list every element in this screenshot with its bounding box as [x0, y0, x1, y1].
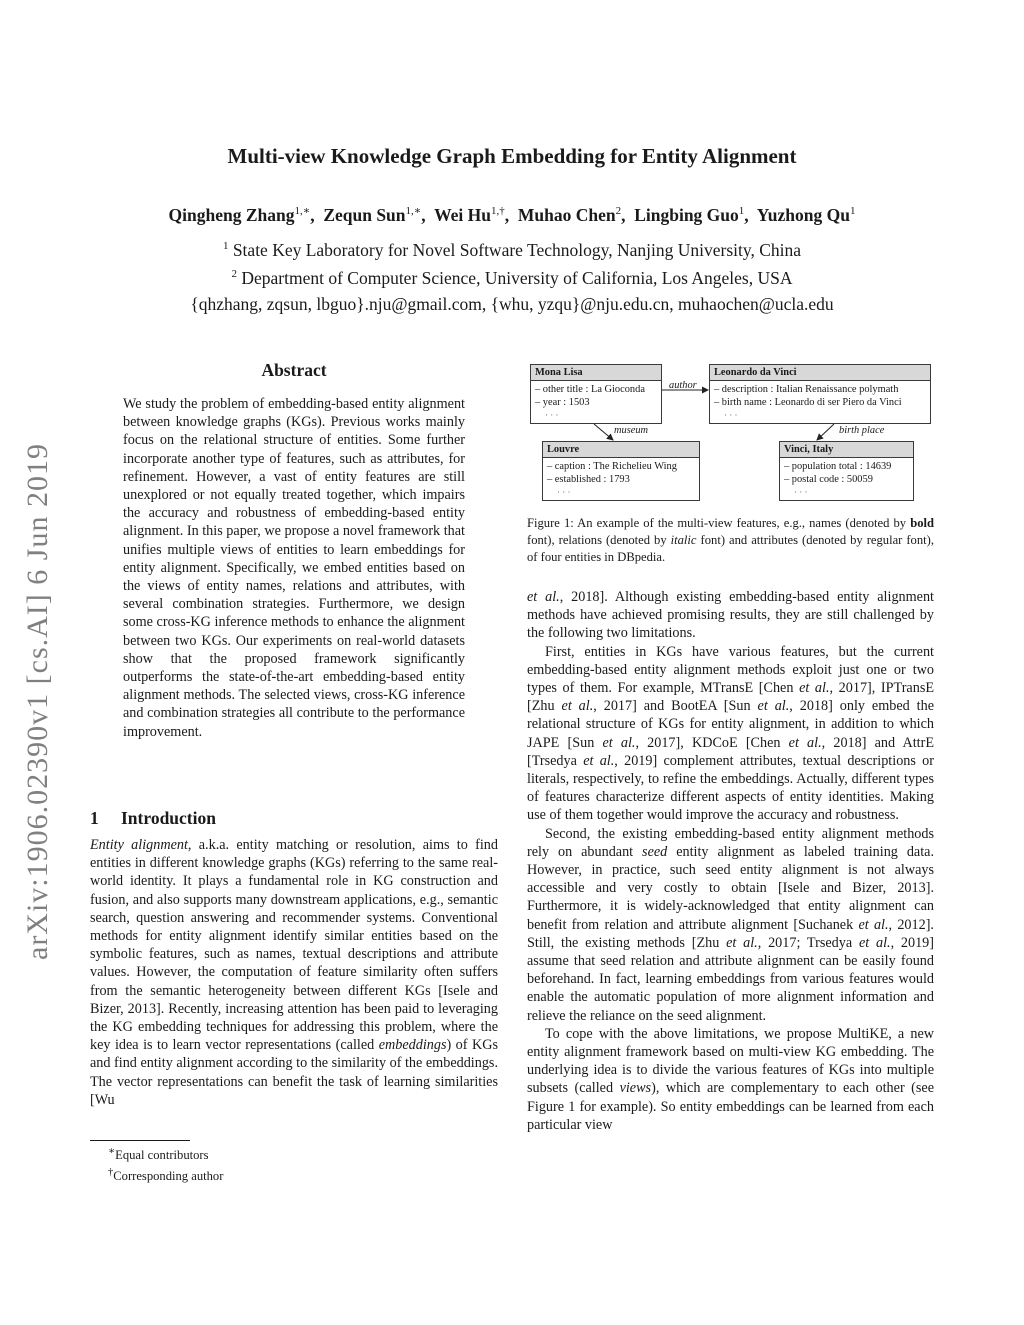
italic-run: et al.: [858, 916, 889, 933]
italic-run: et al.: [799, 680, 830, 697]
italic-run: et al.: [788, 734, 822, 751]
author: Zequn Sun$^{1,∗}$: [323, 204, 422, 225]
right-column-text: [527, 588, 934, 1134]
italic-run: et al.: [583, 752, 615, 769]
paragraph: [527, 825, 934, 1025]
figure-1-caption: Figure 1: An example of the multi-view features, e.g., names (denoted by bold font), relations (denoted by italic font) and attributes (denoted by regular font), of four entities in DBpedia.: [527, 516, 934, 564]
author-list: Qingheng Zhang$^{1,∗}$, Zequn Sun$^{1,∗}$, Wei $Hu^{1,\dagger}$, Muhao Chen$^2$, Lingbing Guo$^1$, Yuzhong Qu$^1$: [168, 204, 856, 225]
italic-run: et al.: [757, 698, 790, 715]
text-run: , 2017], KDCoE [Chen: [635, 734, 789, 751]
text-run: Second, the existing embedding-based entity alignment methods rely on abundant: [527, 825, 934, 860]
entity-box-mona-lisa: Mona Lisa – other title : La Gioconda – year : 1503 · · ·: [530, 364, 662, 424]
footnotes: [108, 1143, 223, 1185]
text-run: , 2019] assume that seed relation and attribute alignment can be easily found beforehand. In fact, learning embeddings from various features would enable the automatic population of more alignment information and relieve the reliance on the seed alignment.: [527, 934, 935, 1024]
italic-run: et al.: [602, 734, 636, 751]
section-heading-introduction: 1 Introduction: [90, 808, 216, 828]
introduction-text: Entity alignment, a.k.a. entity matching or resolution, aims to find entities in different knowledge graphs (KGs) referring to the same real-world identity. It plays a fundamental role in KG construction and fusion, and also supports many downstream applications, e.g., semantic search, question answering and recommender systems. Conventional methods for entity alignment identify similar entities based on the symbolic features, such as names, textual descriptions and attribute values. However, the computation of feature similarity often suffers from the semantic heterogeneity between different KGs [Isele and Bizer, 2013]. Recently, increasing attention has been paid to leveraging the KG embedding techniques for addressing this problem, where the key idea is to learn vector representations (called embeddings) of KGs and find entity alignment according to the similarity of the embeddings. The vector representations can benefit the task of learning similarities [Wu: [90, 837, 498, 1108]
text-run: First, entities in KGs have various features, but the current embedding-based entity alignment methods exploit just one or two types of them. For example, MTransE [Chen: [527, 643, 934, 697]
paragraph: [527, 643, 934, 825]
relation-label-author: author: [669, 380, 697, 391]
italic-run: et al.: [527, 589, 560, 605]
entity-box-leonardo: Leonardo da Vinci – description : Italian Renaissance polymath – birth name : Leonardo di ser Piero da Vinci · · ·: [709, 364, 931, 424]
footnote: †Corresponding author: [108, 1167, 224, 1184]
italic-run: seed: [642, 843, 668, 860]
footnote-rule: [90, 1140, 190, 1141]
footnote: ∗Equal contributors: [108, 1146, 209, 1163]
author: Yuzhong Qu$^1$: [756, 204, 856, 225]
relation-label-birth-place: birth place: [839, 425, 885, 436]
entity-box-vinci-italy: Vinci, Italy – population total : 14639 – postal code : 50059 · · ·: [779, 441, 914, 501]
italic-run: et al.: [561, 698, 594, 715]
italic-run: views: [619, 1080, 652, 1097]
arxiv-stamp: arXiv:1906.02390v1 [cs.AI] 6 Jun 2019: [21, 443, 54, 960]
italic-run: et al.: [726, 934, 758, 951]
abstract-heading: Abstract: [261, 360, 327, 380]
text-run: To cope with the above limitations, we propose MultiKE, a new entity alignment framework based on multi-view KG embedding. The underlying idea is to divide the various features of KGs into multiple subsets (called: [527, 1025, 934, 1097]
text-run: , 2018]. Although existing embedding-based entity alignment methods have achieved promising results, they are still challenged by the following two limitations.: [527, 589, 934, 642]
text-run: , 2017; Trsedya: [757, 934, 859, 951]
relation-label-museum: museum: [614, 425, 649, 436]
birth-place-edge: [817, 424, 834, 440]
affiliation: $^1$ State Key Laboratory for Novel Software Technology, Nanjing University, China: [222, 239, 802, 260]
entity-box-louvre: Louvre – caption : The Richelieu Wing – established : 1793 · · ·: [542, 441, 700, 501]
author: Lingbing Guo$^1$: [634, 204, 745, 225]
text-run: ), which are complementary to each other (see Figure 1 for example). So entity embeddings can be learned from each particular view: [527, 1080, 934, 1133]
italic-run: et al.: [858, 934, 891, 951]
author-emails: {qhzhang, zqsun, lbguo}.nju@gmail.com, {whu, yzqu}@nju.edu.cn, muhaochen@ucla.edu: [190, 293, 834, 314]
author: Qingheng Zhang$^{1,∗}$: [168, 204, 311, 225]
author: Wei $Hu^{1,\dagger}$: [434, 204, 505, 225]
museum-edge: [594, 424, 613, 440]
text-run: , 2018] and AttrE [Trsedya: [527, 734, 934, 769]
text-run: , 2012]. Still, the existing methods [Zhu: [527, 916, 934, 951]
text-run: , 2017] and BootEA [Sun: [593, 698, 758, 715]
abstract-text: We study the problem of embedding-based entity alignment between knowledge graphs (KGs). Previous works mainly focus on the relational structure of entities. Some further incorporate another type of features, such as attributes, for refinement. However, a vast of entity features are still unexplored or not equally treated together, which impairs the accuracy and robustness of embedding-based entity alignment. In this paper, we propose a novel framework that unifies multiple views of entities to learn embeddings for entity alignment. Specifically, we embed entities based on the views of entity names, relations and attributes, with several combination strategies. Furthermore, we design some cross-KG inference methods to enhance the alignment between two KGs. Our experiments on real-world datasets show that the proposed framework significantly outperforms the state-of-the-art embedding-based entity alignment methods. The selected views, cross-KG inference and combination strategies all contribute to the performance improvement.: [123, 396, 465, 740]
affiliation: $^2$ Department of Computer Science, University of California, Los Angeles, USA: [231, 267, 793, 288]
text-run: , 2018] only embed the relational structure of KGs for entity alignment, in addition to which JAPE [Sun: [527, 698, 934, 751]
paragraph: [527, 588, 934, 643]
paper-title: Multi-view Knowledge Graph Embedding for Entity Alignment: [227, 144, 797, 168]
figure-1: [527, 360, 934, 510]
text-run: entity alignment as labeled training data. However, in practice, such seed entity alignment is not always accessible and very costly to obtain [Isele and Bizer, 2013]. Furthermore, it is widely-acknowledged that entity alignment can benefit from relation and attribute alignment [Suchanek: [527, 843, 934, 933]
affiliations: [90, 234, 934, 316]
text-run: , 2019] complement attributes, textual descriptions or literals, respectively, to refine the embeddings. Actually, different types of features characterize different aspects of entity identities. Making use of them together would improve the accuracy and robustness.: [527, 752, 934, 824]
author: Muhao Chen$^2$: [517, 204, 622, 225]
text-run: , 2017], IPTransE [Zhu: [527, 680, 935, 715]
paragraph: [527, 1025, 934, 1134]
